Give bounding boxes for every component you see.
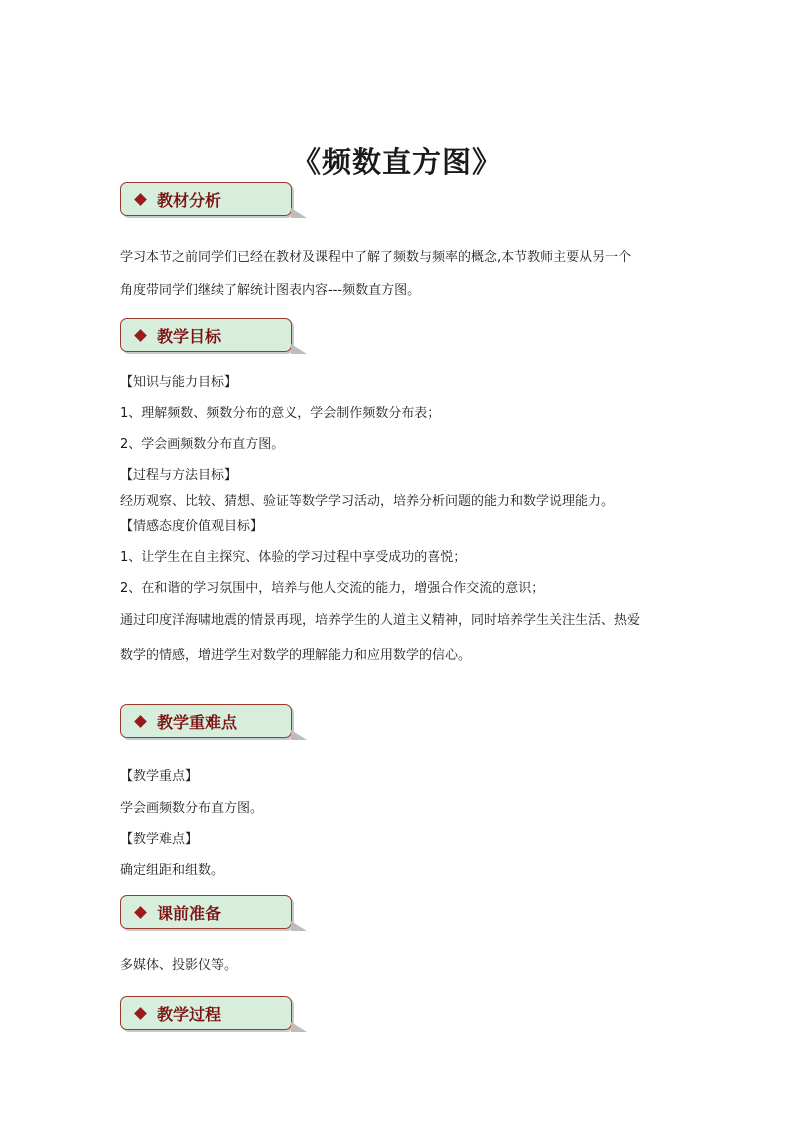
section-label: 教学目标 [157,326,222,346]
diamond-bullet-icon [134,329,147,342]
list-item: 2、学会画频数分布直方图。 [120,437,285,452]
paragraph-line: 学习本节之前同学们已经在教材及课程中了解了频数与频率的概念,本节教师主要从另一个 [120,250,632,265]
section-label: 教材分析 [157,190,222,210]
tab-shadow-decoration [291,1022,307,1032]
list-item: 1、理解频数、频数分布的意义，学会制作频数分布表； [120,406,441,421]
tab-shadow-decoration [291,208,307,218]
section-header-teaching-goals [120,318,292,352]
diamond-bullet-icon [134,906,147,919]
list-item: 1、让学生在自主探究、体验的学习过程中享受成功的喜悦； [120,550,467,565]
paragraph-line: 数学的情感，增进学生对数学的理解能力和应用数学的信心。 [120,648,472,663]
diamond-bullet-icon [134,1007,147,1020]
tab-shadow-decoration [291,344,307,354]
section-label: 课前准备 [157,903,222,923]
subheading: 【情感态度价值观目标】 [120,519,264,534]
section-label: 教学过程 [157,1004,222,1024]
page-title: 《频数直方图》 [291,145,502,179]
paragraph-line: 通过印度洋海啸地震的情景再现，培养学生的人道主义精神，同时培养学生关注生活、热爱 [120,613,641,628]
paragraph-line: 确定组距和组数。 [120,863,225,878]
paragraph-line: 多媒体、投影仪等。 [120,958,238,973]
tab-shadow-decoration [291,921,307,931]
section-header-key-difficult-points [120,704,292,738]
section-header-teaching-process [120,996,292,1030]
diamond-bullet-icon [134,193,147,206]
paragraph-line: 角度带同学们继续了解统计图表内容---频数直方图。 [120,283,421,298]
paragraph-line: 学会画频数分布直方图。 [120,801,264,816]
section-header-textbook-analysis [120,182,292,216]
subheading: 【教学重点】 [120,769,199,784]
tab-shadow-decoration [291,730,307,740]
list-item: 2、在和谐的学习氛围中，培养与他人交流的能力，增强合作交流的意识； [120,581,545,596]
diamond-bullet-icon [134,715,147,728]
subheading: 【教学难点】 [120,832,199,847]
subheading: 【知识与能力目标】 [120,375,238,390]
section-label: 教学重难点 [157,712,238,732]
paragraph-line: 经历观察、比较、猜想、验证等数学学习活动，培养分析问题的能力和数学说理能力。 [120,494,615,509]
subheading: 【过程与方法目标】 [120,468,238,483]
section-header-class-preparation [120,895,292,929]
